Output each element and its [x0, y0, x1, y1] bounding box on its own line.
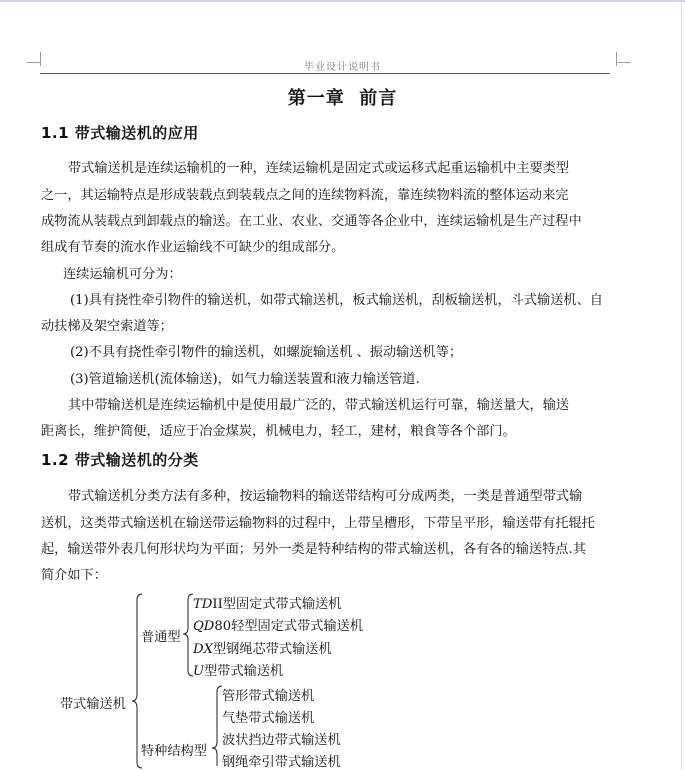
- paragraph-line: 送机，这类带式输送机在输送带运输物料的过程中，上带呈槽形，下带呈平形，输送带有托辊托: [41, 516, 595, 531]
- tree-branch-normal: 普通型: [141, 630, 181, 645]
- list-item: 动扶梯及架空索道等；: [41, 319, 173, 334]
- section-title-1-2: 1.2 带式输送机的分类: [41, 451, 199, 469]
- paragraph-line: 距离长，维护简便，适应于冶金煤炭，机械电力，轻工，建材，粮食等各个部门。: [41, 424, 516, 439]
- paragraph-line: 之一，其运输特点是形成装载点到装载点之间的连续物料流，靠连续物料流的整体运动来完: [41, 188, 569, 203]
- tree-normal-item: U型带式输送机: [193, 664, 284, 679]
- tree-special-item: 管形带式输送机: [222, 689, 315, 704]
- chapter-title: 第一章 前言: [287, 88, 398, 109]
- list-item: (3)管道输送机(流体输送)，如气力输送装置和液力输送管道.: [70, 372, 420, 387]
- running-header: 毕业设计说明书: [304, 62, 381, 73]
- paragraph-line: 其中带输送机是连续运输机中是使用最广泛的，带式输送机运行可靠，输送量大，输送: [68, 398, 570, 413]
- tree-normal-item: QD80轻型固定式带式输送机: [193, 619, 364, 634]
- tree-branch-special: 特种结构型: [141, 744, 207, 759]
- paragraph-line: 起，输送带外表几何形状均为平面；另外一类是特种结构的带式输送机，各有各的输送特点.其: [41, 542, 586, 557]
- tree-special-item: 波状挡边带式输送机: [222, 733, 341, 748]
- paragraph-line: 带式输送机分类方法有多种，按运输物料的输送带结构可分成两类，一类是普通型带式输: [68, 489, 583, 504]
- paragraph-line: 成物流从装载点到卸载点的输送。在工业、农业、交通等各企业中，连续运输机是生产过程中: [41, 214, 582, 229]
- tree-root-label: 带式输送机: [60, 697, 126, 712]
- brace-normal: [183, 594, 193, 676]
- tree-special-item: 气垫带式输送机: [222, 711, 315, 726]
- tree-special-item: 钢绳牵引带式输送机: [222, 755, 341, 770]
- paragraph-line: 组成有节奏的流水作业运输线不可缺少的组成部分。: [41, 240, 345, 255]
- brace-special: [212, 686, 222, 766]
- tree-normal-item: DX型钢绳芯带式输送机: [193, 642, 332, 657]
- section-title-1-1: 1.1 带式输送机的应用: [41, 124, 199, 142]
- list-item: (1)具有挠性牵引物件的输送机，如带式输送机，板式输送机，刮板输送机，斗式输送机、自: [70, 293, 603, 308]
- list-item: (2)不具有挠性牵引物件的输送机，如螺旋输送机 、振动输送机等；: [70, 345, 463, 360]
- tree-normal-item: TDII型固定式带式输送机: [193, 597, 342, 612]
- paragraph-line: 简介如下：: [41, 568, 107, 583]
- paragraph-line: 连续运输机可分为：: [63, 267, 182, 282]
- paragraph-line: 带式输送机是连续运输机的一种，连续运输机是固定式或运移式起重运输机中主要类型: [68, 161, 570, 176]
